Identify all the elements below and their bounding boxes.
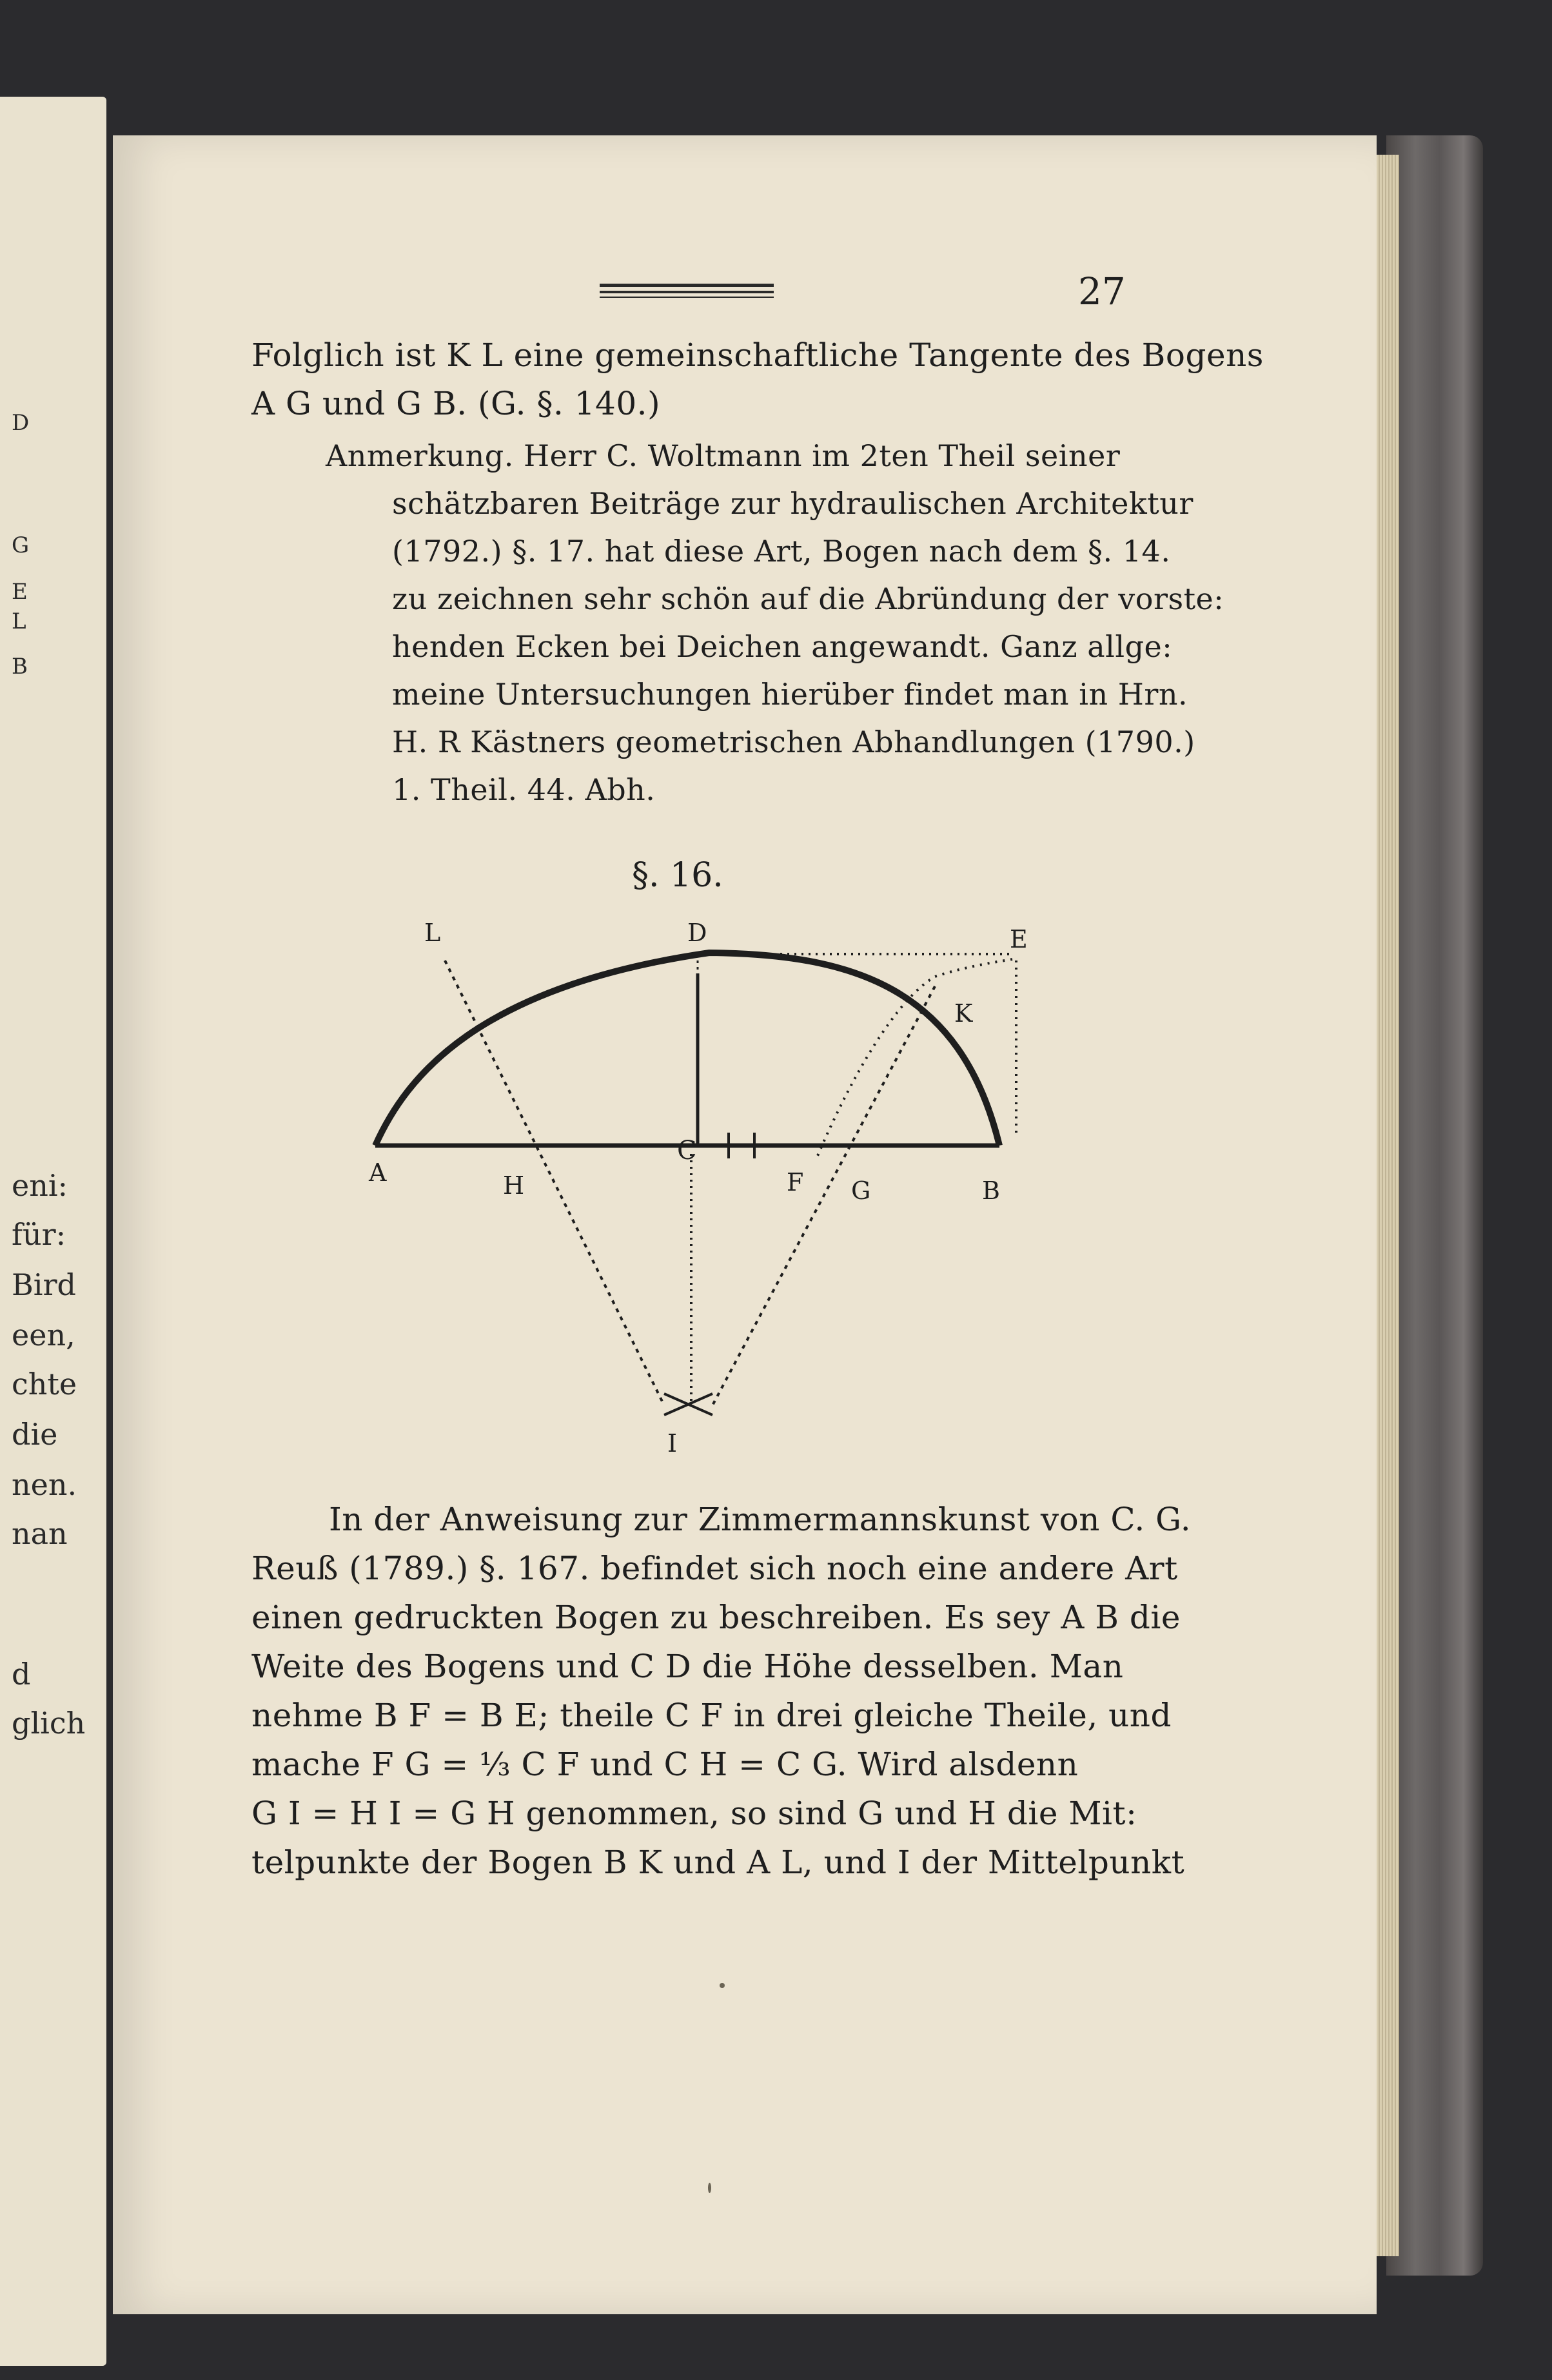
left-page-text-fragment: D — [12, 410, 30, 436]
left-page-text-fragment: L — [12, 609, 26, 634]
arch-construction-figure — [361, 915, 1070, 1470]
label-F: F — [787, 1168, 804, 1196]
label-H: H — [503, 1171, 525, 1200]
label-L: L — [424, 919, 441, 947]
text-line: einen gedruckten Bogen zu beschreiben. Es sey A B die — [251, 1599, 1181, 1636]
left-page-text-fragment: eni: — [12, 1168, 68, 1203]
left-page-text-fragment: die — [12, 1417, 58, 1452]
label-D: D — [687, 919, 707, 947]
left-page-text-fragment: E — [12, 579, 28, 605]
left-page-text-fragment: chte — [12, 1367, 77, 1401]
page-number: 27 — [1078, 269, 1126, 313]
label-C: C — [677, 1136, 697, 1166]
left-page-text-fragment: für: — [12, 1217, 66, 1252]
label-G: G — [851, 1176, 871, 1205]
left-page-text-fragment: nan — [12, 1516, 68, 1551]
note-line: zu zeichnen sehr schön auf die Abründung der vorste: — [392, 581, 1224, 616]
text-line: Weite des Bogens und C D die Höhe desselben. Man — [251, 1648, 1124, 1685]
text-line: nehme B F = B E; theile C F in drei gleiche Theile, und — [251, 1697, 1172, 1734]
text-line: G I = H I = G H genommen, so sind G und H die Mit: — [251, 1795, 1137, 1832]
label-B: B — [982, 1176, 1000, 1205]
label-I: I — [667, 1429, 678, 1458]
label-A: A — [369, 1158, 387, 1187]
note-line: schätzbaren Beiträge zur hydraulischen Architektur — [392, 486, 1193, 521]
note-line: H. R Kästners geometrischen Abhandlungen (1790.) — [392, 725, 1195, 759]
depressed-arch — [375, 953, 999, 1146]
section-heading: §. 16. — [632, 856, 723, 895]
text-line: Folglich ist K L eine gemeinschaftliche Tangente des Bogens — [251, 337, 1264, 374]
text-line: In der Anweisung zur Zimmermannskunst von C. G. — [329, 1501, 1192, 1538]
text-line: mache F G = ⅓ C F und C H = C G. Wird alsdenn — [251, 1746, 1079, 1783]
left-page-text-fragment: nen. — [12, 1467, 77, 1502]
left-page-text-fragment: B — [12, 654, 28, 679]
note-line: Anmerkung. Herr C. Woltmann im 2ten Theil seiner — [326, 438, 1121, 473]
note-line: 1. Theil. 44. Abh. — [392, 772, 656, 807]
running-head-rule — [600, 284, 774, 300]
radius-line-li — [445, 961, 664, 1405]
label-E: E — [1010, 925, 1028, 953]
book-cover-marbled — [1386, 135, 1483, 2276]
note-line: meine Untersuchungen hierüber findet man in Hrn. — [392, 677, 1188, 712]
radius-line-ki — [712, 986, 935, 1405]
note-line: henden Ecken bei Deichen angewandt. Ganz allge: — [392, 629, 1173, 664]
paper-speck — [720, 1983, 725, 1988]
left-page-text-fragment: Bird — [12, 1267, 76, 1302]
note-line: (1792.) §. 17. hat diese Art, Bogen nach dem §. 14. — [392, 534, 1171, 569]
paper-speck — [708, 2183, 711, 2193]
left-page-fragment — [0, 97, 106, 2366]
left-page-text-fragment: glich — [12, 1706, 86, 1741]
left-page-text-fragment: d — [12, 1657, 31, 1692]
text-line: telpunkte der Bogen B K und A L, und I der Mittelpunkt — [251, 1844, 1185, 1881]
text-line: Reuß (1789.) §. 167. befindet sich noch eine andere Art — [251, 1550, 1178, 1587]
left-page-text-fragment: G — [12, 532, 30, 558]
label-K: K — [954, 999, 973, 1028]
left-page-text-fragment: een, — [12, 1318, 75, 1352]
text-line: A G und G B. (G. §. 140.) — [251, 385, 661, 422]
